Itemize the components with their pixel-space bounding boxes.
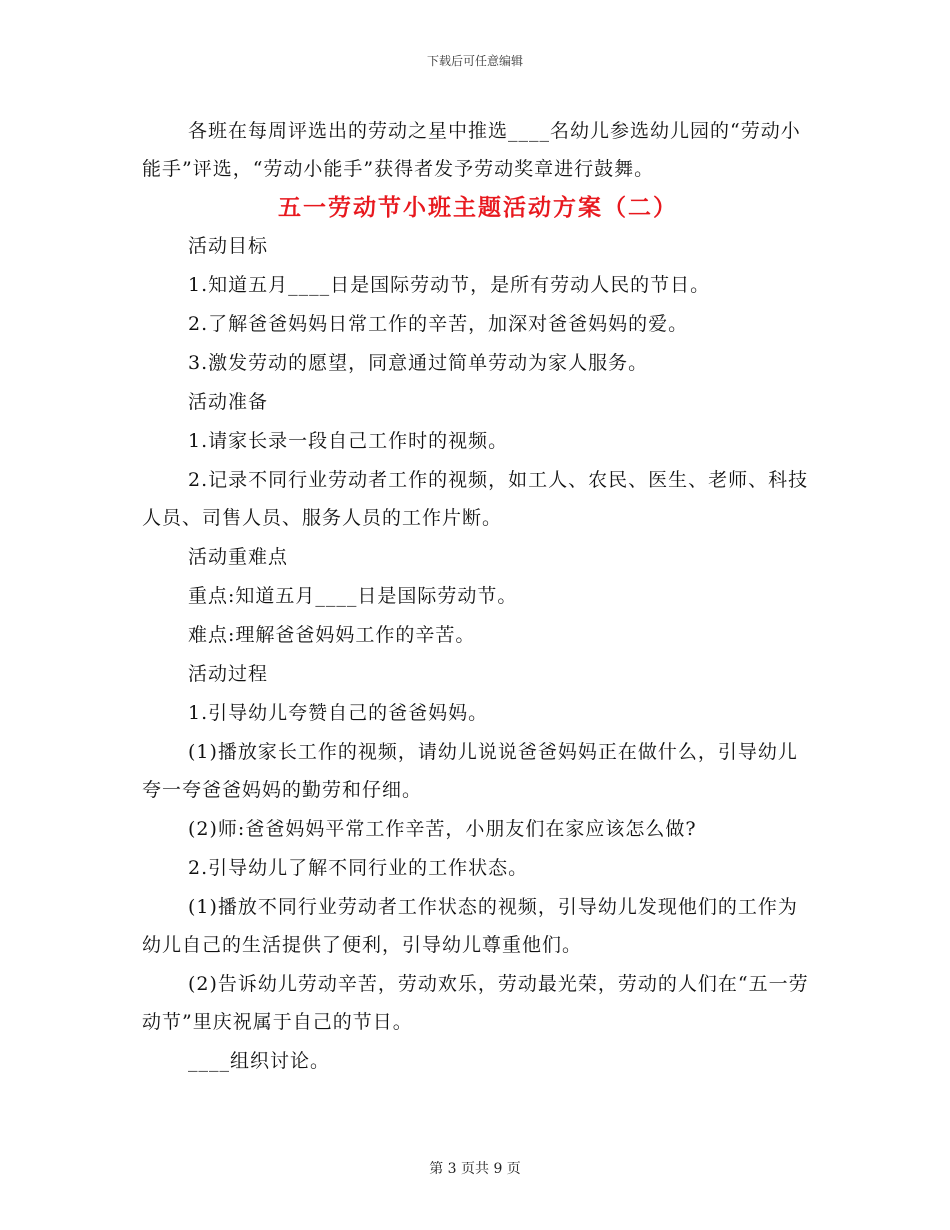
list-item: 重点:知道五月____日是国际劳动节。: [188, 585, 518, 607]
list-item: 1.知道五月____日是国际劳动节，是所有劳动人民的节日。: [188, 274, 711, 296]
list-item: 1.引导幼儿夸赞自己的爸爸妈妈。: [188, 702, 489, 724]
section-heading: 活动重难点: [188, 546, 289, 568]
list-item: (1)播放不同行业劳动者工作状态的视频，引导幼儿发现他们的工作为幼儿自己的生活提供了便利，引导幼儿尊重他们。: [142, 896, 798, 956]
list-item: 2.了解爸爸妈妈日常工作的辛苦，加深对爸爸妈妈的爱。: [188, 313, 689, 335]
page-footer: 第 3 页共 9 页: [429, 1161, 521, 1177]
list-item: 2.引导幼儿了解不同行业的工作状态。: [188, 857, 529, 879]
section-title: 五一劳动节小班主题活动方案（二）: [278, 195, 678, 221]
page-header: 下载后可任意编辑: [426, 54, 523, 68]
section-heading: 活动过程: [188, 663, 269, 685]
paragraph: 各班在每周评选出的劳动之星中推选____名幼儿参选幼儿园的“劳动小能手”评选，“劳动小能手”获得者发予劳动奖章进行鼓舞。: [142, 120, 801, 180]
list-item: (2)告诉幼儿劳动辛苦，劳动欢乐，劳动最光荣，劳动的人们在“五一劳动节”里庆祝属于自己的节日。: [142, 973, 809, 1033]
list-item: (1)播放家长工作的视频，请幼儿说说爸爸妈妈正在做什么，引导幼儿夸一夸爸爸妈妈的勤劳和仔细。: [142, 741, 798, 801]
document-body: [142, 112, 814, 1081]
list-item: 2.记录不同行业劳动者工作的视频，如工人、农民、医生、老师、科技人员、司售人员、服务人员的工作片断。: [142, 469, 809, 529]
section-heading: 活动目标: [188, 235, 269, 257]
list-item: 1.请家长录一段自己工作时的视频。: [188, 430, 509, 452]
list-item: (2)师:爸爸妈妈平常工作辛苦，小朋友们在家应该怎么做?: [188, 818, 697, 840]
list-item: 难点:理解爸爸妈妈工作的辛苦。: [188, 624, 476, 646]
list-item: 3.激发劳动的愿望，同意通过简单劳动为家人服务。: [188, 352, 649, 374]
paragraph: ____组织讨论。: [188, 1050, 331, 1072]
section-heading: 活动准备: [188, 391, 269, 413]
